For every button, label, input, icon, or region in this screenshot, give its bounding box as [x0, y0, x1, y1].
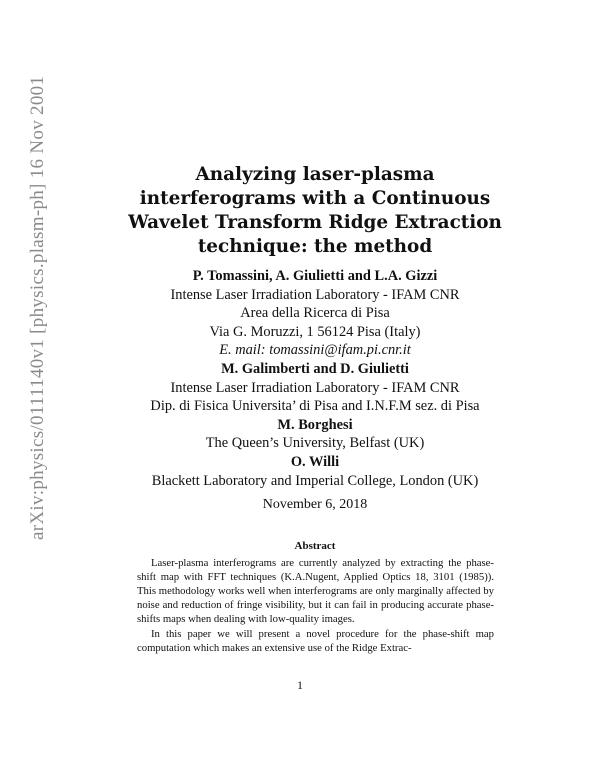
- paper-title: [100, 163, 530, 259]
- affiliation: Blackett Laboratory and Imperial College, London (UK): [151, 472, 479, 489]
- author-names: P. Tomassini, A. Giulietti and L.A. Gizzi: [192, 268, 438, 284]
- title-line: Wavelet Transform Ridge Extraction: [128, 212, 502, 233]
- affiliation: Area della Ricerca di Pisa: [240, 305, 390, 322]
- abstract-paragraph: In this paper we will present a novel procedure for the phase-shift map computation which makes an extensive use of the Ridge Extrac-: [137, 628, 494, 654]
- affiliation: Via G. Moruzzi, 1 56124 Pisa (Italy): [209, 323, 421, 340]
- publication-date: November 6, 2018: [262, 497, 368, 512]
- author-names: O. Willi: [290, 453, 340, 470]
- author-names: M. Galimberti and D. Giulietti: [221, 360, 409, 377]
- affiliation: Intense Laser Irradiation Laboratory - IFAM CNR: [170, 379, 460, 396]
- authors-block: [80, 267, 550, 490]
- abstract-body: [137, 556, 494, 655]
- author-names: M. Borghesi: [277, 416, 353, 433]
- author-email: E. mail: tomassini@ifam.pi.cnr.it: [219, 342, 411, 359]
- abstract-heading: Abstract: [294, 540, 336, 552]
- title-line: interferograms with a Continuous: [139, 188, 491, 209]
- arxiv-identifier-stamp: arXiv:physics/0111140v1 [physics.plasm-ph] 16 Nov 2001: [27, 75, 48, 540]
- title-line: technique: the method: [197, 236, 433, 257]
- affiliation: Intense Laser Irradiation Laboratory - IFAM CNR: [170, 286, 460, 303]
- abstract-paragraph: Laser-plasma interferograms are currently analyzed by extracting the phase-shift map with FFT techniques (K.A.Nugent, Applied Optics 18, 3101 (1985)). This methodology works well when interferograms are only marginally affected by noise and reduction of fringe visibility, but it can fail in producing accurate phase-shifts maps when dealing with low-quality images.: [137, 557, 494, 625]
- affiliation: Dip. di Fisica Universita’ di Pisa and I.N.F.M sez. di Pisa: [150, 398, 480, 415]
- affiliation: The Queen’s University, Belfast (UK): [205, 435, 425, 452]
- title-line: Analyzing laser-plasma: [195, 164, 435, 185]
- page-number: 1: [297, 678, 303, 692]
